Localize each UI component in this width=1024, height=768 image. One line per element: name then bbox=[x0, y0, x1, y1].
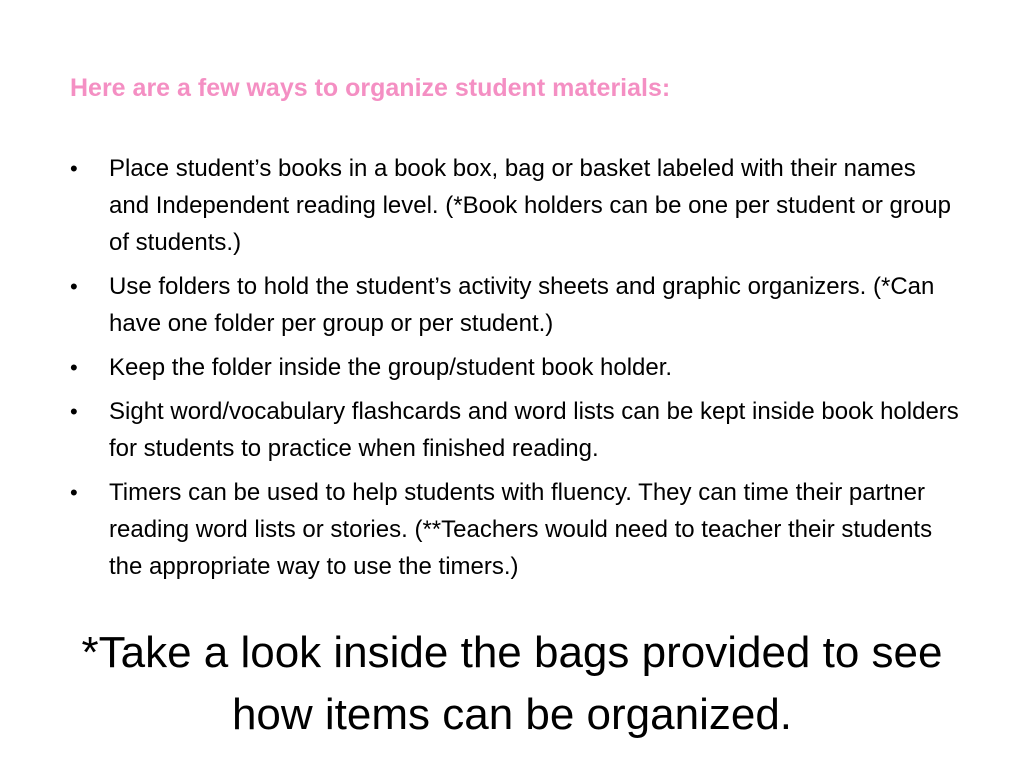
footer-note: *Take a look inside the bags provided to see how items can be organized. bbox=[81, 628, 943, 739]
bullet-icon: • bbox=[70, 480, 78, 505]
bullet-item bbox=[70, 349, 960, 386]
bullet-icon: • bbox=[70, 355, 78, 380]
bullet-item bbox=[70, 150, 960, 261]
bullet-list bbox=[70, 150, 960, 592]
bullet-item bbox=[70, 268, 960, 342]
bullet-icon: • bbox=[70, 156, 78, 181]
bullet-icon: • bbox=[70, 274, 78, 299]
bullet-text: Use folders to hold the student’s activity sheets and graphic organizers. (*Can have one folder per group or per student.) bbox=[109, 273, 935, 337]
bullet-text: Keep the folder inside the group/student book holder. bbox=[109, 354, 673, 381]
bullet-text: Sight word/vocabulary flashcards and word lists can be kept inside book holders for students to practice when finished reading. bbox=[109, 398, 959, 462]
bullet-item bbox=[70, 474, 960, 585]
slide-heading: Here are a few ways to organize student materials: bbox=[70, 74, 671, 102]
bullet-icon: • bbox=[70, 399, 78, 424]
bullet-item bbox=[70, 393, 960, 467]
bullet-text: Timers can be used to help students with fluency. They can time their partner reading word lists or stories. (**Teachers would need to teacher their students the appropriate way to use the timers.) bbox=[109, 479, 933, 580]
bullet-text: Place student’s books in a book box, bag or basket labeled with their names and Independent reading level. (*Book holders can be one per student or group of students.) bbox=[109, 155, 951, 256]
